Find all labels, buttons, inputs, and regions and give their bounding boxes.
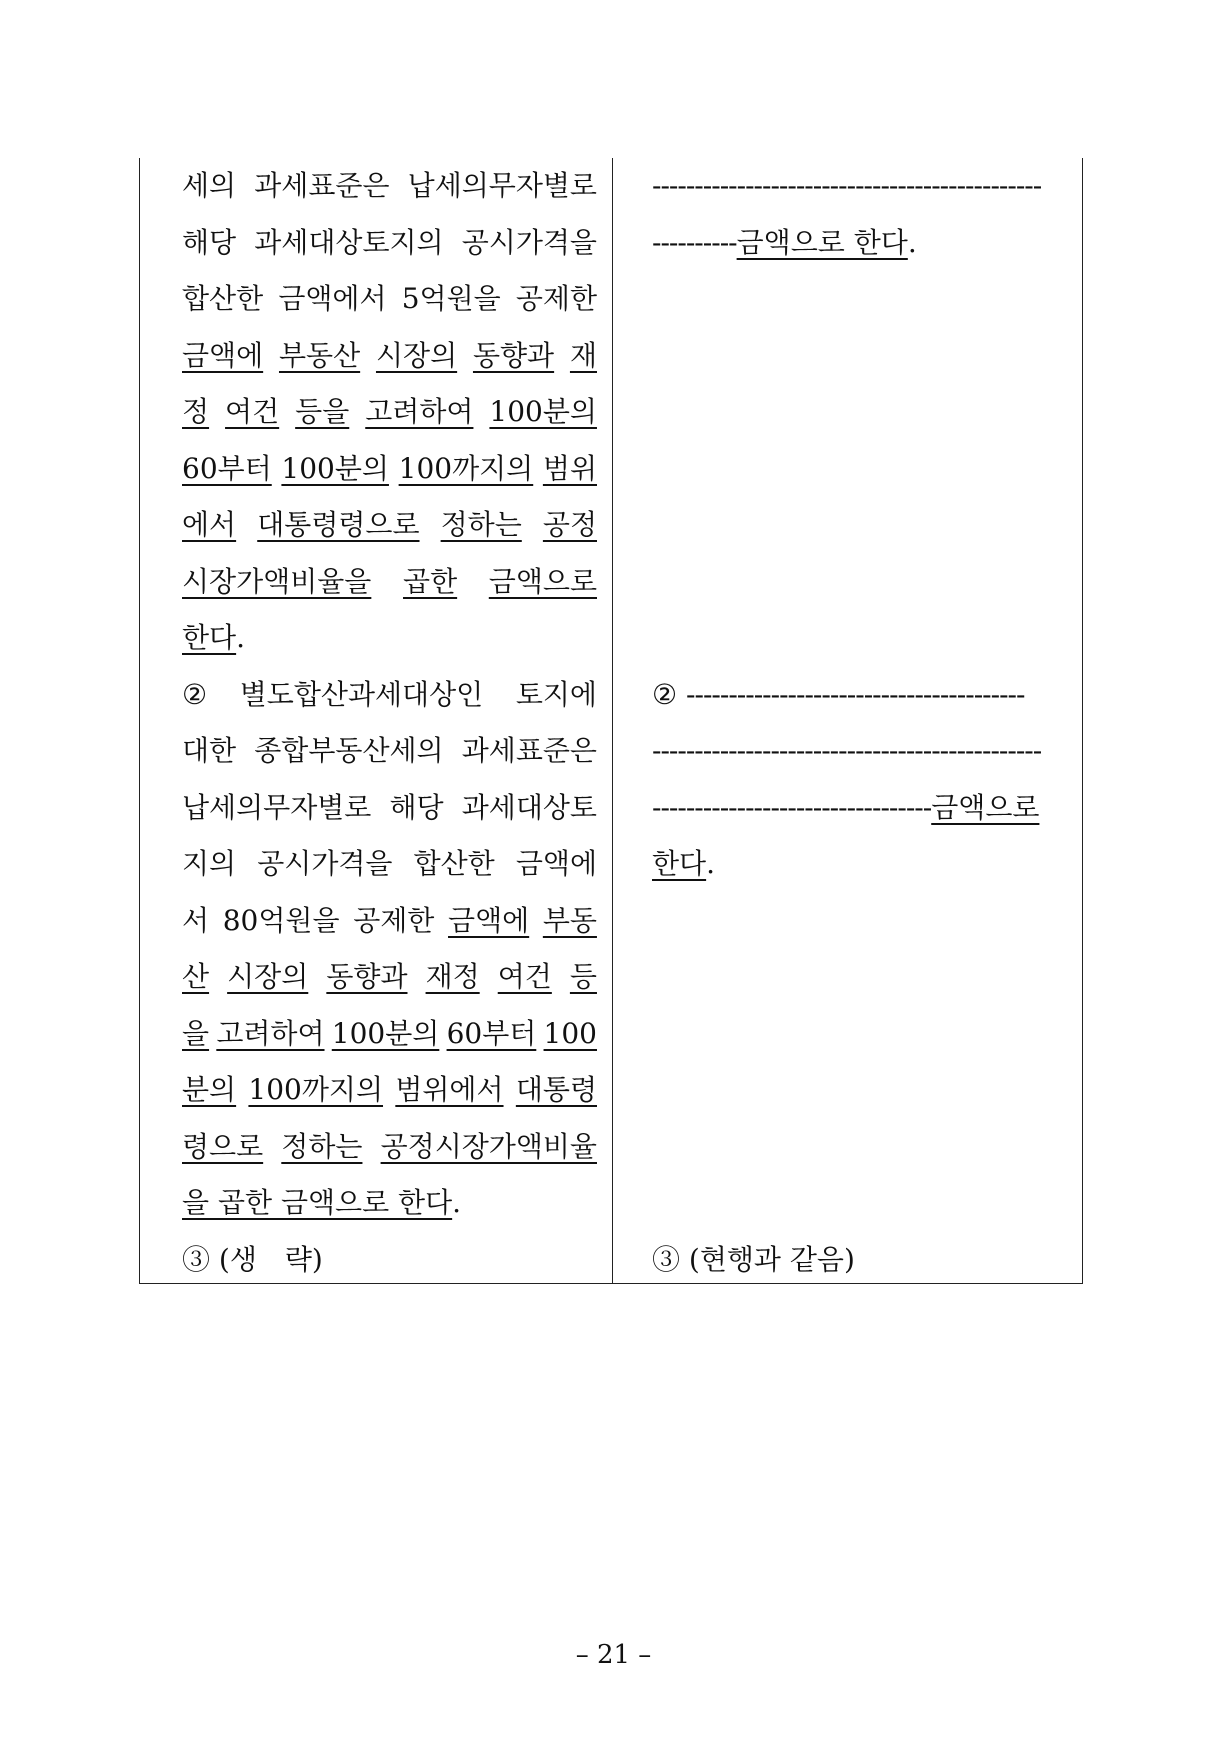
left-line-amended: [182, 1062, 597, 1119]
word: 부동산: [278, 338, 361, 372]
word: 등: [569, 960, 597, 993]
left-line-amended: [182, 328, 597, 385]
word: 80억원을: [222, 903, 340, 937]
word: 금액에: [515, 847, 597, 880]
word: 곱한: [403, 564, 458, 598]
word: 공시가격을: [461, 225, 597, 259]
word: 공제한: [353, 903, 435, 937]
blank-line: [652, 328, 1070, 385]
word: 공정시장가액비율: [380, 1129, 597, 1163]
dash-fill: ---------------------------------: [652, 790, 932, 824]
word: 100: [543, 1016, 597, 1050]
word: 과세대상토지의: [254, 225, 444, 259]
word: 시장가액비율을: [182, 564, 372, 598]
blank-line: [652, 384, 1070, 441]
amended-word: 부동: [542, 903, 597, 937]
word: 해당: [182, 225, 237, 259]
word: 재: [569, 338, 597, 372]
word: 등을: [295, 395, 350, 428]
word: 납세의무자별로: [182, 790, 372, 824]
word: 합산한: [182, 282, 264, 315]
page-number: – 21 –: [575, 1640, 652, 1670]
word: 별도합산과세대상인: [239, 677, 484, 711]
left-line: [182, 215, 597, 272]
blank-line: [652, 554, 1070, 611]
word: 100까지의: [248, 1073, 384, 1106]
amended-word: 금액에: [448, 903, 530, 937]
left-line-amended: [182, 497, 597, 554]
left-line-amended: [182, 949, 597, 1006]
circled-number: ②: [182, 677, 208, 711]
period: .: [452, 1186, 462, 1219]
left-line: [182, 1232, 597, 1289]
left-line-amended: [182, 441, 597, 498]
blank-line: [652, 497, 1070, 554]
word: 고려하여: [365, 395, 474, 428]
word: 과세표준은: [254, 169, 390, 202]
amended-text: 금액으로 한다: [736, 225, 908, 259]
word: 여건: [225, 395, 280, 428]
word: 대통령: [515, 1073, 597, 1106]
right-line: [652, 215, 1070, 272]
word: 공시가격을: [257, 847, 393, 880]
left-line: [182, 836, 597, 893]
word: 고려하여: [216, 1016, 325, 1050]
dash-fill: ----------------------------------------------: [652, 169, 1042, 202]
dash-fill: ----------: [652, 225, 737, 259]
word: 금액에서: [278, 282, 387, 315]
word: 종합부동산세의: [254, 734, 444, 767]
blank-line: [652, 441, 1070, 498]
word: 산: [182, 960, 210, 993]
left-line: [182, 610, 597, 667]
blank-line: [652, 1119, 1070, 1176]
word: 여건: [497, 960, 552, 993]
comparison-table: [139, 158, 1083, 1284]
left-column: [182, 158, 597, 1288]
right-line: [652, 780, 1070, 837]
left-line: [182, 271, 597, 328]
word: 정하는: [440, 508, 522, 541]
word: 해당: [389, 790, 444, 824]
left-line: [182, 893, 597, 950]
word: 합산한: [413, 847, 495, 880]
same-as-current: ③ (현행과 같음): [652, 1242, 855, 1276]
left-line-amended: [182, 1119, 597, 1176]
dash-fill: ----------------------------------------: [686, 677, 1025, 711]
left-line-amended: [182, 554, 597, 611]
left-line: [182, 780, 597, 837]
word: 납세의무자별로: [407, 169, 597, 202]
circled-number: ②: [652, 677, 678, 711]
word: 에서: [182, 508, 237, 541]
word: 시장의: [227, 960, 309, 993]
word: 100분의: [331, 1016, 440, 1050]
word: 정하는: [281, 1129, 363, 1163]
word: 재정: [425, 960, 480, 993]
word: 세의: [182, 169, 237, 202]
blank-line: [652, 1062, 1070, 1119]
left-line: [182, 1175, 597, 1232]
amended-text: 을 곱한 금액으로 한다: [182, 1186, 453, 1219]
word: 5억원을: [401, 282, 501, 315]
word: 대통령령으로: [257, 508, 420, 541]
period: .: [907, 225, 917, 259]
right-line: [652, 158, 1070, 215]
left-line: [182, 723, 597, 780]
blank-line: [652, 1175, 1070, 1232]
right-line: [652, 667, 1070, 724]
word: 범위에서: [395, 1073, 504, 1106]
right-line: [652, 1232, 1070, 1289]
word: 동향과: [326, 960, 408, 993]
left-line: [182, 667, 597, 724]
word: 과세대상토: [461, 790, 597, 824]
dash-fill: ----------------------------------------------: [652, 734, 1042, 767]
amended-text: 금액으로: [931, 790, 1040, 824]
blank-line: [652, 1006, 1070, 1063]
word: 60부터: [182, 451, 272, 485]
word: 100까지의: [398, 451, 534, 485]
word: 분의: [182, 1073, 237, 1106]
word: 을: [182, 1016, 210, 1050]
right-line: [652, 836, 1070, 893]
word: 공제한: [515, 282, 597, 315]
column-divider: [612, 158, 613, 1283]
word: 시장의: [375, 338, 458, 372]
left-line-amended: [182, 384, 597, 441]
blank-line: [652, 271, 1070, 328]
blank-line: [652, 893, 1070, 950]
word: 금액으로: [488, 564, 597, 598]
word: 령으로: [182, 1129, 264, 1163]
word: 동향과: [472, 338, 555, 372]
word: 지의: [182, 847, 237, 880]
blank-line: [652, 610, 1070, 667]
word: 토지에: [515, 677, 597, 711]
amended-text: 한다: [652, 847, 707, 880]
omitted-paragraph: ③ (생 략): [182, 1242, 323, 1276]
word: 100분의: [489, 395, 597, 428]
amended-text: 한다: [182, 621, 237, 654]
word: 금액에: [182, 338, 264, 372]
period: .: [236, 621, 246, 654]
blank-line: [652, 949, 1070, 1006]
word: 60부터: [446, 1016, 537, 1050]
word: 100분의: [281, 451, 389, 485]
word: 과세표준은: [461, 734, 597, 767]
word: 공정: [542, 508, 597, 541]
left-line: [182, 158, 597, 215]
period: .: [706, 847, 716, 880]
right-line: [652, 723, 1070, 780]
left-line-amended: [182, 1006, 597, 1063]
word: 정: [182, 395, 210, 428]
right-column: [652, 158, 1070, 1288]
word: 서: [182, 903, 210, 937]
word: 대한: [182, 734, 237, 767]
word: 범위: [542, 451, 597, 485]
